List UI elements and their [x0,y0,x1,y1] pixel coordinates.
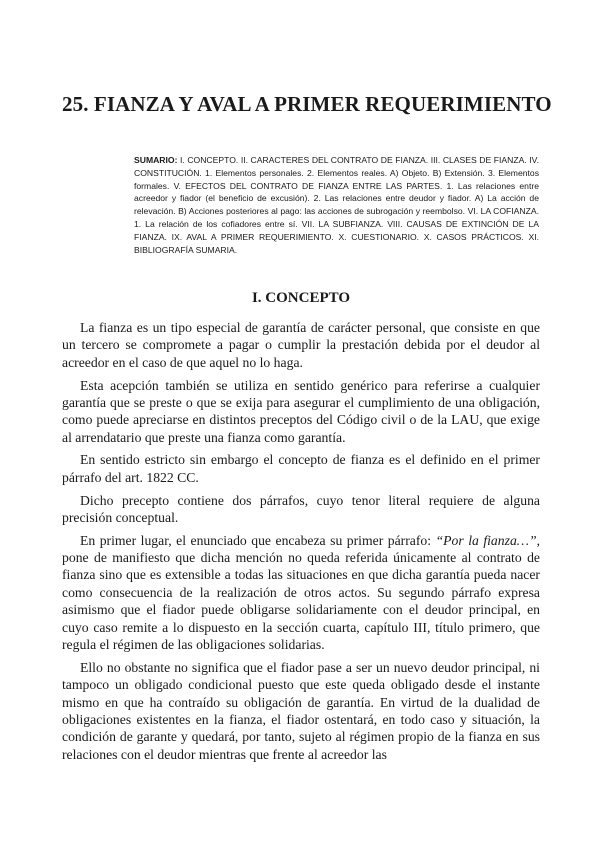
paragraph-5-intro: En primer lugar, el enunciado que encabeza su primer párrafo: [80,532,436,548]
paragraph-2: Esta acepción también se utiliza en sentido genérico para referirse a cualquier garantía que se preste o que se exija para asegurar el cumplimiento de una obligación, como puede apreciarse en distintos preceptos del Código civil o de la LAU, que exige al arrendatario que preste una fianza como garantía. [62,377,540,445]
summary-label: SUMARIO: [134,155,178,165]
paragraph-1: La fianza es un tipo especial de garantía de carácter personal, que consiste en que un tercero se compromete a pagar o cumplir la prestación debida por el deudor al acreedor en el caso de que aquel no lo haga. [62,320,540,370]
body-text [62,319,540,769]
paragraph-3: En sentido estricto sin embargo el concepto de fianza es el definido en el primer párrafo del art. 1822 CC. [62,452,540,485]
chapter-summary [134,154,539,256]
section-title: I. CONCEPTO [251,290,351,306]
paragraph-5-rest: , pone de manifiesto que dicha mención no queda referida únicamente al contrato de fianza sino que es extensible a todas las situaciones en que dicha garantía pueda nacer como consecuencia de la realización de otros actos. Su segundo párrafo expresa asimismo que el fiador puede obligarse solidariamente con el deudor principal, en cuyo caso remite a lo dispuesto en la sección cuarta, capítulo III, título primero, que regula el régimen de las obligaciones solidarias. [62,532,540,653]
chapter-title: 25. FIANZA Y AVAL A PRIMER REQUERIMIENTO [62,92,552,116]
paragraph-5 [62,532,540,654]
summary-text: I. CONCEPTO. II. CARACTERES DEL CONTRATO DE FIANZA. III. CLASES DE FIANZA. IV. CONSTITUCIÓN. 1. Elementos personales. 2. Elementos reales. A) Objeto. B) Extensión. 3. Elementos formales. V. EFECTOS DEL CONTRATO DE FIANZA ENTRE LAS PARTES. 1. Las relaciones entre acreedor y fiador (el beneficio de excusión). 2. Las relaciones entre deudor y fiador. A) La acción de relevación. B) Acciones posteriores al pago: las acciones de subrogación y reembolso. VI. LA COFIANZA. 1. La relación de los cofiadores entre sí. VII. LA SUBFIANZA. VIII. CAUSAS DE EXTINCIÓN DE LA FIANZA. IX. AVAL A PRIMER REQUERIMIENTO. X. CUESTIONARIO. X. CASOS PRÁCTICOS. XI. BIBLIOGRAFÍA SUMARIA. [134,155,539,255]
paragraph-4: Dicho precepto contiene dos párrafos, cuyo tenor literal requiere de alguna precisión conceptual. [62,492,540,525]
paragraph-6: Ello no obstante no significa que el fiador pase a ser un nuevo deudor principal, ni tampoco un obligado condicional puesto que este queda obligado desde el instante mismo en que ha contraído su obligación de garantía. En virtud de la dualidad de obligaciones existentes en la fianza, el fiador ostentará, en todo caso y situación, la condición de garante y quedará, por tanto, sujeto al régimen propio de la fianza en sus relaciones con el deudor mientras que frente al acreedor las [62,659,540,762]
paragraph-5-quote: “Por la fianza…” [435,532,537,548]
